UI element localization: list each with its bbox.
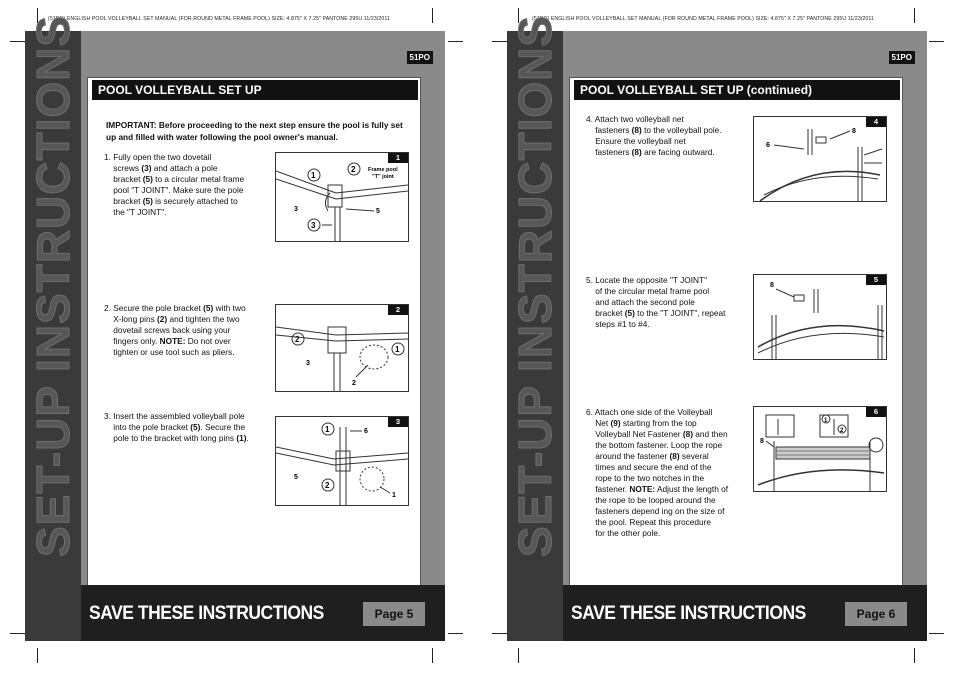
label-frame-pool: Frame pool [368,167,398,173]
crop-mark [914,8,915,23]
crop-mark [929,633,944,634]
callout: 2 [295,335,300,344]
crop-mark [10,633,25,634]
right-side-strip [507,14,563,641]
callout: 1 [824,418,828,424]
callout: 6 [766,142,770,149]
crop-mark [914,648,915,663]
step-6-text: 6. Attach one side of the Volleyball Net (9) starting from the top Volleyball Net Fastener (8) and then the bottom fastener. Loop the rope around the fastener (8) several times and secure the end of the rope to the two notches in the fastener. NOTE: Adjust the length of the rope to be looped around the fasteners depend ing on the size of the pool. Repeat this procedure for the other pole. [586,407,729,538]
step-3-text: 3. Insert the assembled volleyball pole into the pole bracket (5). Secure the pole to the bracket with long pins (1). [104,411,249,443]
step-number: 1. [104,152,111,162]
crop-mark [432,8,433,23]
figure-number: 6 [866,407,886,417]
footer-title: SAVE THESE INSTRUCTIONS [571,603,806,624]
step-number: 5. [586,275,593,285]
callout: 2 [840,428,844,434]
left-content-panel [87,77,421,596]
callout: 5 [294,474,298,481]
figure-5-illustration [754,275,886,359]
callout: 8 [770,282,774,289]
page-number: Page 5 [363,602,425,626]
callout: 3 [311,221,316,230]
callout: 3 [306,360,310,367]
figure-number: 3 [388,417,408,427]
step-4-text: 4. Attach two volleyball net fasteners (8) to the volleyball pole. Ensure the volleyball net fasteners (8) are facing outward. [586,114,722,157]
model-badge: 51PO [407,51,433,64]
figure-3 [275,416,409,506]
crop-mark [448,41,463,42]
section-title: POOL VOLLEYBALL SET UP (continued) [574,80,900,100]
figure-1 [275,152,409,242]
label-t-joint: "T" joint [372,174,394,180]
step-number: 6. [586,407,593,417]
crop-mark [518,648,519,663]
section-title: POOL VOLLEYBALL SET UP [92,80,418,100]
crop-mark [37,648,38,663]
figure-1-illustration [276,153,408,241]
figure-3-illustration [276,417,408,505]
figure-number: 1 [388,153,408,163]
figure-6 [753,406,887,492]
callout: 3 [294,206,298,213]
callout: 2 [325,481,330,490]
callout: 2 [352,380,356,387]
right-side-title: SET-UP INSTRUCTIONS [509,14,561,558]
step-number: 3. [104,411,111,421]
crop-mark [10,41,25,42]
model-badge: 51PO [889,51,915,64]
callout: 5 [376,208,380,215]
callout: 1 [311,171,316,180]
figure-4 [753,116,887,202]
left-footer [81,585,445,641]
figure-5 [753,274,887,360]
step-number: 2. [104,303,111,313]
crop-mark [492,41,507,42]
right-header-line: (51PO) ENGLISH POOL VOLLEYBALL SET MANUAL (FOR ROUND METAL FRAME POOL) SIZE: 4.875" X 7.25" PANTONE 295U 11/23/2011 [532,16,874,22]
crop-mark [432,648,433,663]
important-note: IMPORTANT: Before proceeding to the next step ensure the pool is fully set up and filled with water following the pool owner's manual. [106,120,403,142]
page-number: Page 6 [845,602,907,626]
step-1-text: 1. Fully open the two dovetail screws (3) and attach a pole bracket (5) to a circular metal frame pool "T JOINT". Make sure the pole bracket (5) is securely attached to the "T JOINT". [104,152,245,217]
right-footer [563,585,927,641]
step-2-text: 2. Secure the pole bracket (5) with two X-long pins (2) and tighten the two dovetail screws back using your fingers only. NOTE: Do not over tighten or use tool such as pliers. [104,303,246,357]
right-content-panel [569,77,903,596]
step-5-text: 5. Locate the opposite "T JOINT" of the circular metal frame pool and attach the second pole bracket (5) to the "T JOINT", repeat steps #1 to #4. [586,275,726,329]
crop-mark [929,41,944,42]
figure-number: 2 [388,305,408,315]
left-side-title: SET-UP INSTRUCTIONS [27,14,79,558]
figure-4-illustration [754,117,886,201]
left-header-line: (51PO) ENGLISH POOL VOLLEYBALL SET MANUAL (FOR ROUND METAL FRAME POOL) SIZE: 4.875" X 7.25" PANTONE 295U 11/23/2011 [48,16,390,22]
crop-mark [448,633,463,634]
callout: 1 [325,425,330,434]
step-number: 4. [586,114,593,124]
callout: 1 [392,492,396,499]
callout: 2 [351,165,356,174]
figure-2-illustration [276,305,408,391]
figure-2 [275,304,409,392]
figure-number: 4 [866,117,886,127]
callout: 1 [395,345,400,354]
left-side-strip [25,14,81,641]
footer-title: SAVE THESE INSTRUCTIONS [89,603,324,624]
crop-mark [492,633,507,634]
callout: 8 [760,438,764,445]
figure-6-illustration [754,407,886,491]
callout: 6 [364,428,368,435]
figure-number: 5 [866,275,886,285]
callout: 8 [852,128,856,135]
